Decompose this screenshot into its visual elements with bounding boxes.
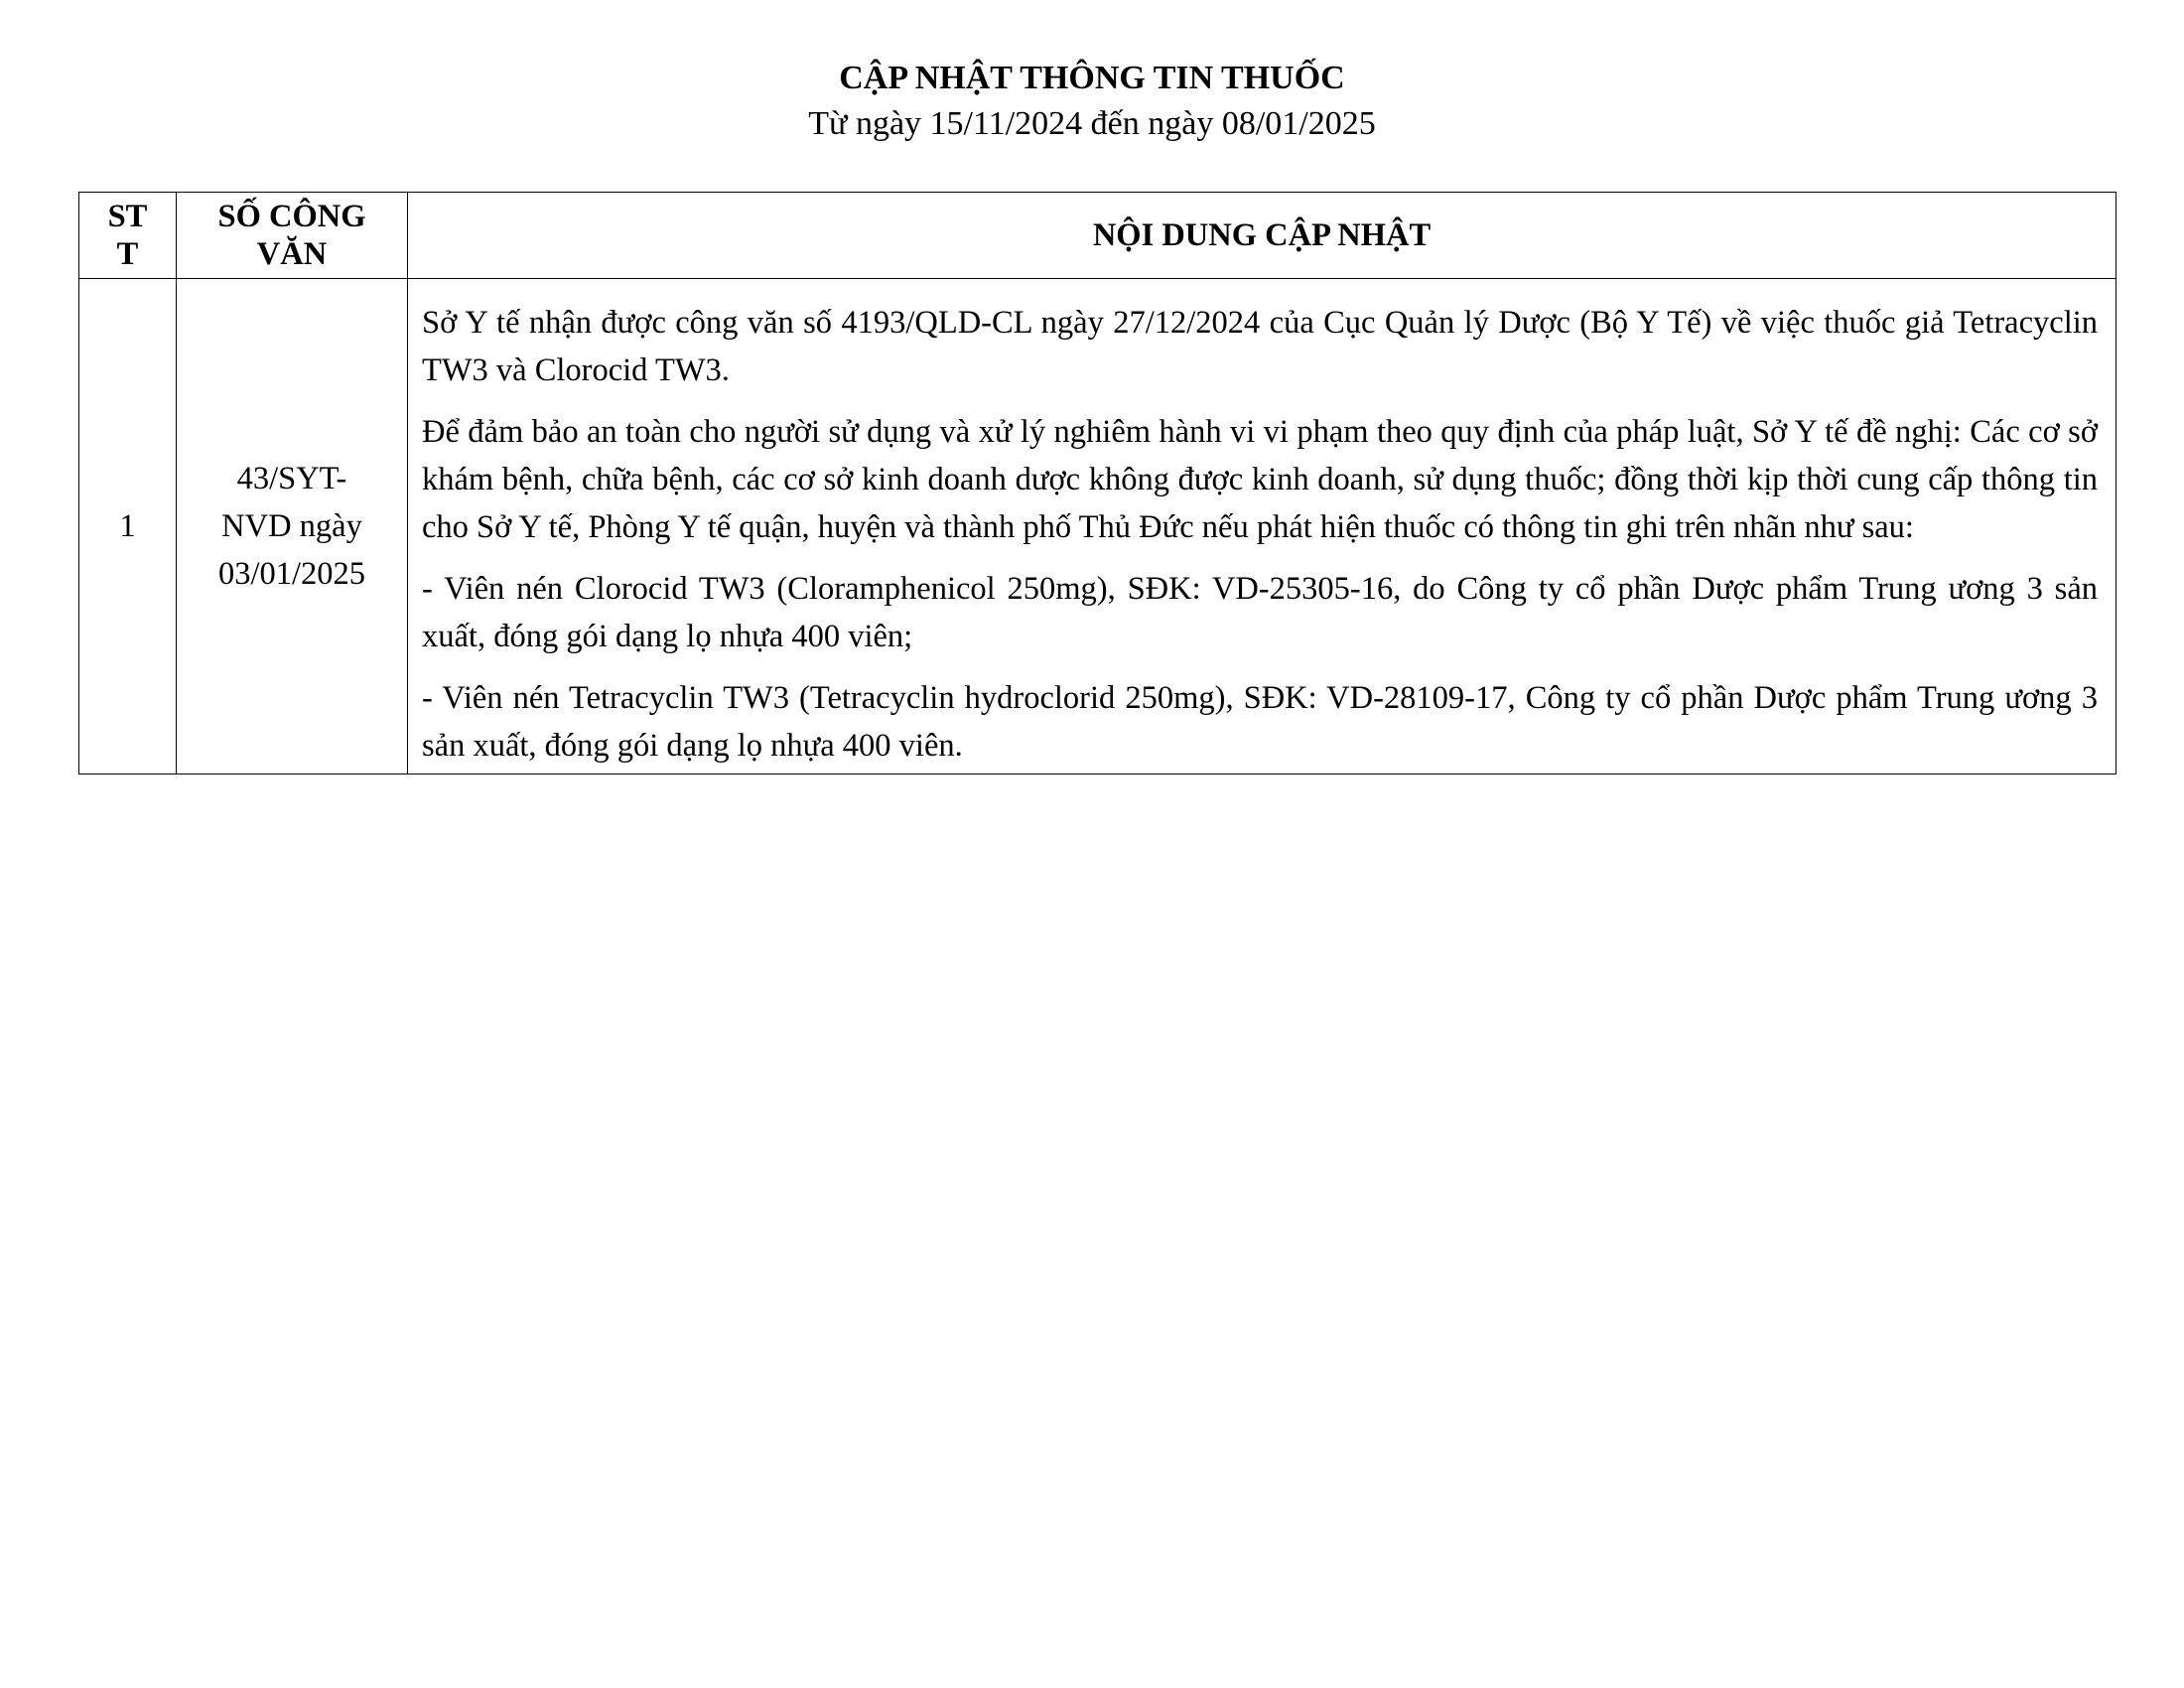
- content-paragraph-clorocid: - Viên nén Clorocid TW3 (Cloramphenicol 250mg), SĐK: VD-25305-16, do Công ty cổ phần Dược phẩm Trung ương 3 sản xuất, đóng gói dạng lọ nhựa 400 viên;: [422, 571, 2098, 654]
- document-subtitle: Từ ngày 15/11/2024 đến ngày 08/01/2025: [808, 105, 1376, 142]
- cell-so-cong-van: [177, 279, 408, 774]
- so-cong-van-line3: 03/01/2025: [217, 556, 366, 592]
- table-header-row: [79, 193, 2116, 279]
- drug-update-table: [78, 192, 2116, 774]
- so-cong-van-line2: NVD ngày: [221, 508, 362, 544]
- so-cong-van-line1: 43/SYT-: [236, 461, 347, 496]
- cell-noi-dung: [408, 279, 2116, 774]
- header-stt: [79, 193, 177, 279]
- document-title: CẬP NHẬT THÔNG TIN THUỐC: [839, 60, 1345, 96]
- content-paragraph-request: Để đảm bảo an toàn cho người sử dụng và xử lý nghiêm hành vi vi phạm theo quy định của pháp luật, Sở Y tế đề nghị: Các cơ sở khám bệnh, chữa bệnh, các cơ sở kinh doanh dược không được kinh doanh, sử dụng thuốc; đồng thời kịp thời cung cấp thông tin cho Sở Y tế, Phòng Y tế quận, huyện và thành phố Thủ Đức nếu phát hiện thuốc có thông tin ghi trên nhãn như sau:: [422, 414, 2098, 545]
- header-so-cong-van-line1: SỐ CÔNG: [217, 199, 366, 234]
- header-noi-dung: NỘI DUNG CẬP NHẬT: [408, 193, 2116, 279]
- header-so-cong-van: [177, 193, 408, 279]
- header-so-cong-van-line2: VĂN: [256, 236, 328, 272]
- cell-stt: 1: [79, 279, 177, 774]
- header-stt-line1: ST: [107, 199, 148, 234]
- content-paragraph-tetracyclin: - Viên nén Tetracyclin TW3 (Tetracyclin hydroclorid 250mg), SĐK: VD-28109-17, Công ty cổ phần Dược phẩm Trung ương 3 sản xuất, đóng gói dạng lọ nhựa 400 viên.: [422, 680, 2098, 764]
- content-paragraph-intro: Sở Y tế nhận được công văn số 4193/QLD-CL ngày 27/12/2024 của Cục Quản lý Dược (Bộ Y Tế) về việc thuốc giả Tetracyclin TW3 và Clorocid TW3.: [422, 305, 2098, 388]
- table-row: [79, 279, 2116, 774]
- header-stt-line2: T: [116, 236, 139, 272]
